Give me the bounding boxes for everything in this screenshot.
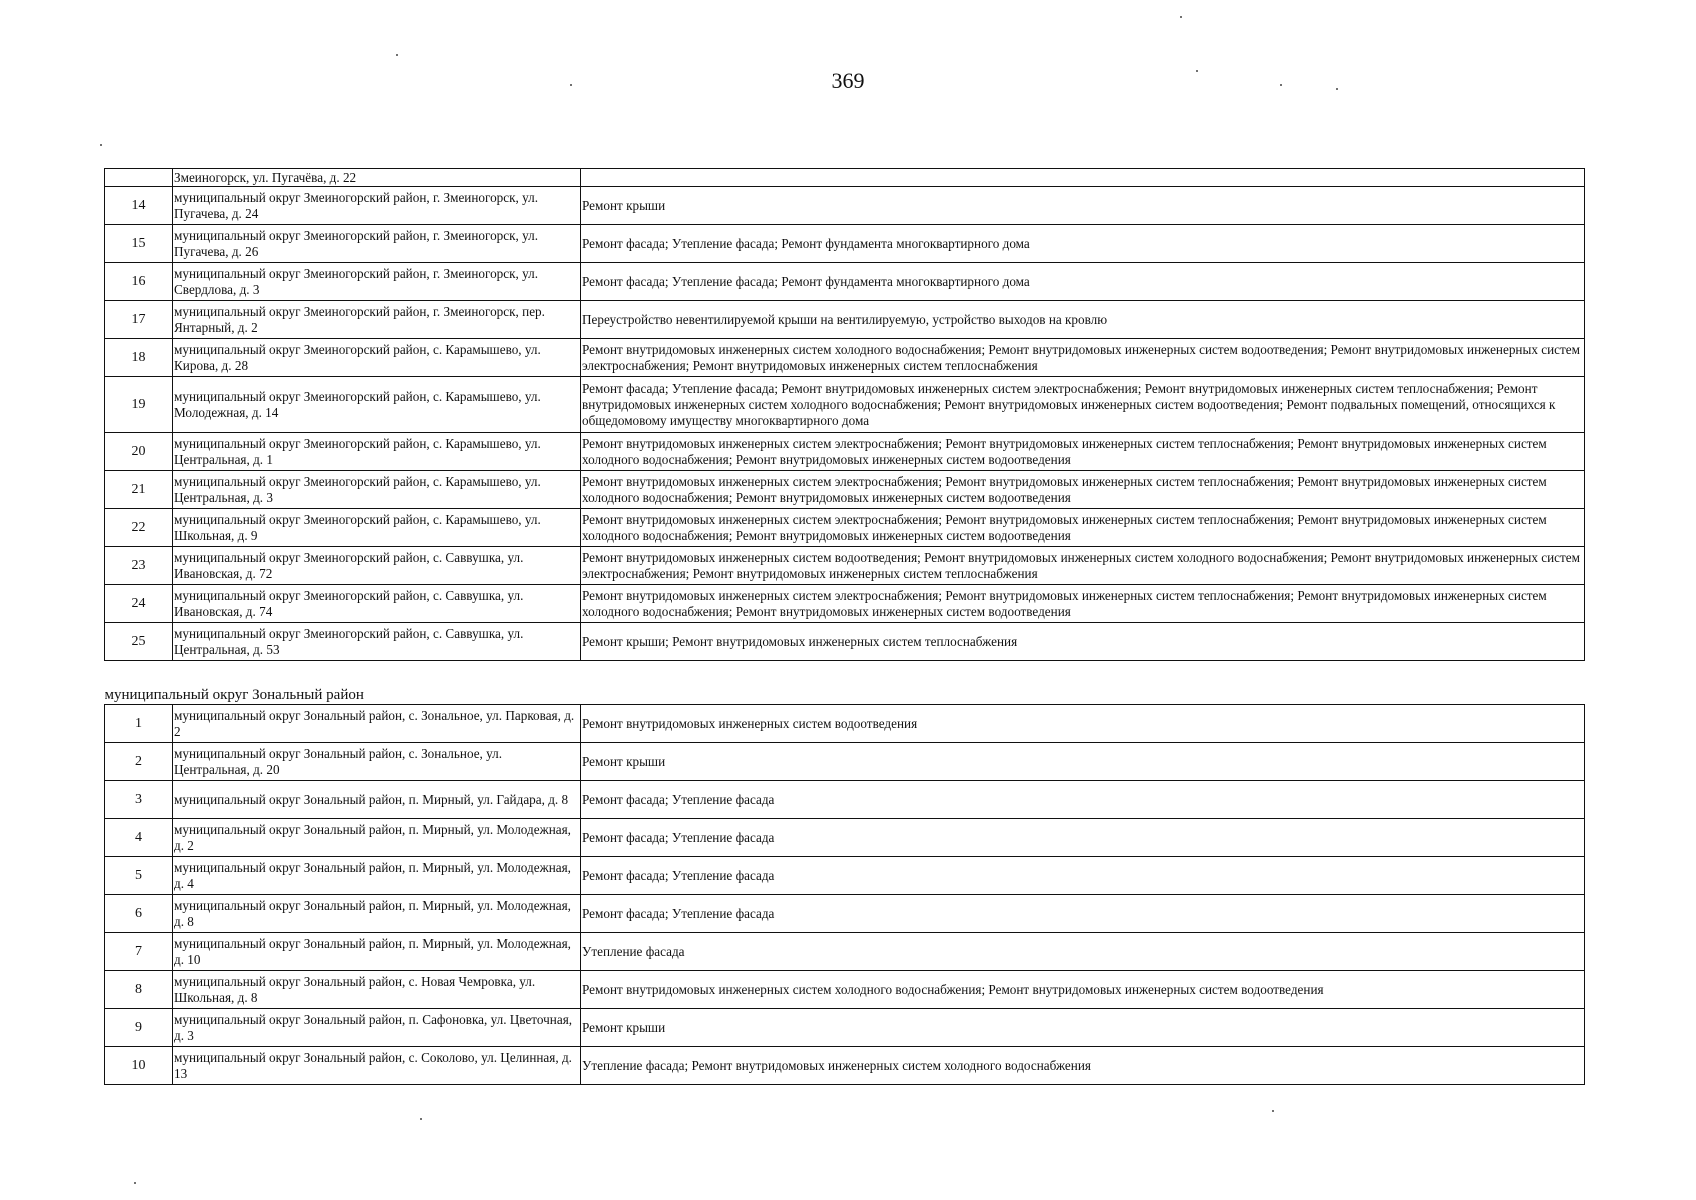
page-number: 369 xyxy=(831,68,865,93)
table-row xyxy=(105,509,1585,547)
row-works: Ремонт крыши xyxy=(581,187,1585,225)
row-address: муниципальный округ Зональный район, с. Зональное, ул. Парковая, д. 2 xyxy=(173,705,581,743)
row-works: Ремонт фасада; Утепление фасада; Ремонт фундамента многоквартирного дома xyxy=(581,263,1585,301)
row-number: 1 xyxy=(105,705,173,743)
row-address: муниципальный округ Змеиногорский район, г. Змеиногорск, ул. Пугачева, д. 24 xyxy=(173,187,581,225)
table-row xyxy=(105,623,1585,661)
table-row xyxy=(105,819,1585,857)
row-number: 4 xyxy=(105,819,173,857)
scan-speck xyxy=(570,84,572,86)
table-row xyxy=(105,225,1585,263)
table-row xyxy=(105,585,1585,623)
row-works: Ремонт фасада; Утепление фасада; Ремонт внутридомовых инженерных систем электроснабжения; Ремонт внутридомовых инженерных систем теплоснабжения; Ремонт внутридомовых инженерных систем холодного водоснабжения; Ремонт внутридомовых инженерных систем водоотведения; Ремонт подвальных помещений, относящихся к общедомовому имуществу многоквартирного дома xyxy=(581,377,1585,433)
row-address: муниципальный округ Зональный район, п. Мирный, ул. Молодежная, д. 4 xyxy=(173,857,581,895)
row-address: муниципальный округ Змеиногорский район, с. Саввушка, ул. Ивановская, д. 72 xyxy=(173,547,581,585)
table-row xyxy=(105,705,1585,743)
table-row xyxy=(105,433,1585,471)
row-address: муниципальный округ Змеиногорский район, с. Карамышево, ул. Школьная, д. 9 xyxy=(173,509,581,547)
section-title: муниципальный округ Зональный район xyxy=(105,661,1585,705)
scan-speck xyxy=(396,54,398,56)
row-works: Ремонт фасада; Утепление фасада xyxy=(581,781,1585,819)
row-number: 5 xyxy=(105,857,173,895)
row-address: муниципальный округ Змеиногорский район, г. Змеиногорск, ул. Свердлова, д. 3 xyxy=(173,263,581,301)
row-works: Ремонт крыши xyxy=(581,743,1585,781)
scan-speck xyxy=(100,144,102,146)
row-address: муниципальный округ Змеиногорский район, с. Саввушка, ул. Ивановская, д. 74 xyxy=(173,585,581,623)
table-row xyxy=(105,933,1585,971)
table-row xyxy=(105,971,1585,1009)
table-row xyxy=(105,301,1585,339)
row-number: 24 xyxy=(105,585,173,623)
row-number: 3 xyxy=(105,781,173,819)
row-address: муниципальный округ Змеиногорский район, г. Змеиногорск, пер. Янтарный, д. 2 xyxy=(173,301,581,339)
row-address: муниципальный округ Змеиногорский район, с. Карамышево, ул. Кирова, д. 28 xyxy=(173,339,581,377)
row-number: 8 xyxy=(105,971,173,1009)
document-table-container xyxy=(104,168,1584,1085)
row-number: 19 xyxy=(105,377,173,433)
table-row xyxy=(105,187,1585,225)
table-row xyxy=(105,377,1585,433)
scan-speck xyxy=(134,1182,136,1184)
row-number: 25 xyxy=(105,623,173,661)
row-works: Переустройство невентилируемой крыши на вентилируемую, устройство выходов на кровлю xyxy=(581,301,1585,339)
row-address: муниципальный округ Зональный район, п. Мирный, ул. Молодежная, д. 2 xyxy=(173,819,581,857)
row-works: Ремонт фасада; Утепление фасада; Ремонт фундамента многоквартирного дома xyxy=(581,225,1585,263)
row-number: 23 xyxy=(105,547,173,585)
row-number: 6 xyxy=(105,895,173,933)
row-works: Ремонт внутридомовых инженерных систем электроснабжения; Ремонт внутридомовых инженерных систем теплоснабжения; Ремонт внутридомовых инженерных систем холодного водоснабжения; Ремонт внутридомовых инженерных систем водоотведения xyxy=(581,433,1585,471)
row-address: муниципальный округ Змеиногорский район, с. Карамышево, ул. Молодежная, д. 14 xyxy=(173,377,581,433)
row-works: Ремонт фасада; Утепление фасада xyxy=(581,819,1585,857)
scan-speck xyxy=(420,1118,422,1120)
repair-works-table xyxy=(104,168,1585,1085)
row-number: 7 xyxy=(105,933,173,971)
table-row xyxy=(105,471,1585,509)
row-works: Утепление фасада xyxy=(581,933,1585,971)
row-number: 18 xyxy=(105,339,173,377)
row-address: муниципальный округ Змеиногорский район, с. Саввушка, ул. Центральная, д. 53 xyxy=(173,623,581,661)
row-works: Ремонт крыши xyxy=(581,1009,1585,1047)
table-row xyxy=(105,743,1585,781)
row-address: муниципальный округ Зональный район, с. Новая Чемровка, ул. Школьная, д. 8 xyxy=(173,971,581,1009)
row-works: Ремонт крыши; Ремонт внутридомовых инженерных систем теплоснабжения xyxy=(581,623,1585,661)
table-row xyxy=(105,781,1585,819)
row-number: 9 xyxy=(105,1009,173,1047)
row-works: Ремонт внутридомовых инженерных систем электроснабжения; Ремонт внутридомовых инженерных систем теплоснабжения; Ремонт внутридомовых инженерных систем холодного водоснабжения; Ремонт внутридомовых инженерных систем водоотведения xyxy=(581,509,1585,547)
scan-speck xyxy=(1180,16,1182,18)
row-address: Змеиногорск, ул. Пугачёва, д. 22 xyxy=(173,169,581,187)
row-number: 21 xyxy=(105,471,173,509)
section-heading-row xyxy=(105,661,1585,705)
row-number: 14 xyxy=(105,187,173,225)
row-number: 17 xyxy=(105,301,173,339)
row-number: 16 xyxy=(105,263,173,301)
row-works: Ремонт фасада; Утепление фасада xyxy=(581,857,1585,895)
row-works: Ремонт внутридомовых инженерных систем холодного водоснабжения; Ремонт внутридомовых инженерных систем водоотведения xyxy=(581,971,1585,1009)
row-works: Ремонт внутридомовых инженерных систем электроснабжения; Ремонт внутридомовых инженерных систем теплоснабжения; Ремонт внутридомовых инженерных систем холодного водоснабжения; Ремонт внутридомовых инженерных систем водоотведения xyxy=(581,585,1585,623)
scan-speck xyxy=(1280,84,1282,86)
scan-speck xyxy=(1272,1110,1274,1112)
row-address: муниципальный округ Змеиногорский район, с. Карамышево, ул. Центральная, д. 3 xyxy=(173,471,581,509)
row-address: муниципальный округ Зональный район, с. Зональное, ул. Центральная, д. 20 xyxy=(173,743,581,781)
row-number xyxy=(105,169,173,187)
table-row xyxy=(105,857,1585,895)
row-number: 10 xyxy=(105,1047,173,1085)
table-row xyxy=(105,1047,1585,1085)
table-row xyxy=(105,263,1585,301)
row-address: муниципальный округ Зональный район, п. Мирный, ул. Гайдара, д. 8 xyxy=(173,781,581,819)
row-address: муниципальный округ Зональный район, п. Мирный, ул. Молодежная, д. 8 xyxy=(173,895,581,933)
row-number: 2 xyxy=(105,743,173,781)
row-works: Ремонт внутридомовых инженерных систем холодного водоснабжения; Ремонт внутридомовых инженерных систем водоотведения; Ремонт внутридомовых инженерных систем электроснабжения; Ремонт внутридомовых инженерных систем теплоснабжения xyxy=(581,339,1585,377)
row-number: 22 xyxy=(105,509,173,547)
row-works: Утепление фасада; Ремонт внутридомовых инженерных систем холодного водоснабжения xyxy=(581,1047,1585,1085)
row-number: 20 xyxy=(105,433,173,471)
table-row xyxy=(105,895,1585,933)
row-works: Ремонт внутридомовых инженерных систем водоотведения; Ремонт внутридомовых инженерных систем холодного водоснабжения; Ремонт внутридомовых инженерных систем электроснабжения; Ремонт внутридомовых инженерных систем теплоснабжения xyxy=(581,547,1585,585)
row-address: муниципальный округ Зональный район, с. Соколово, ул. Целинная, д. 13 xyxy=(173,1047,581,1085)
row-address: муниципальный округ Зональный район, п. Мирный, ул. Молодежная, д. 10 xyxy=(173,933,581,971)
table-row xyxy=(105,1009,1585,1047)
row-works: Ремонт внутридомовых инженерных систем электроснабжения; Ремонт внутридомовых инженерных систем теплоснабжения; Ремонт внутридомовых инженерных систем холодного водоснабжения; Ремонт внутридомовых инженерных систем водоотведения xyxy=(581,471,1585,509)
scan-speck xyxy=(1196,70,1198,72)
row-works: Ремонт фасада; Утепление фасада xyxy=(581,895,1585,933)
table-row xyxy=(105,169,1585,187)
row-address: муниципальный округ Змеиногорский район, с. Карамышево, ул. Центральная, д. 1 xyxy=(173,433,581,471)
row-address: муниципальный округ Змеиногорский район, г. Змеиногорск, ул. Пугачева, д. 26 xyxy=(173,225,581,263)
row-works: Ремонт внутридомовых инженерных систем водоотведения xyxy=(581,705,1585,743)
row-address: муниципальный округ Зональный район, п. Сафоновка, ул. Цветочная, д. 3 xyxy=(173,1009,581,1047)
row-works xyxy=(581,169,1585,187)
scan-speck xyxy=(1336,88,1338,90)
table-row xyxy=(105,339,1585,377)
table-row xyxy=(105,547,1585,585)
row-number: 15 xyxy=(105,225,173,263)
